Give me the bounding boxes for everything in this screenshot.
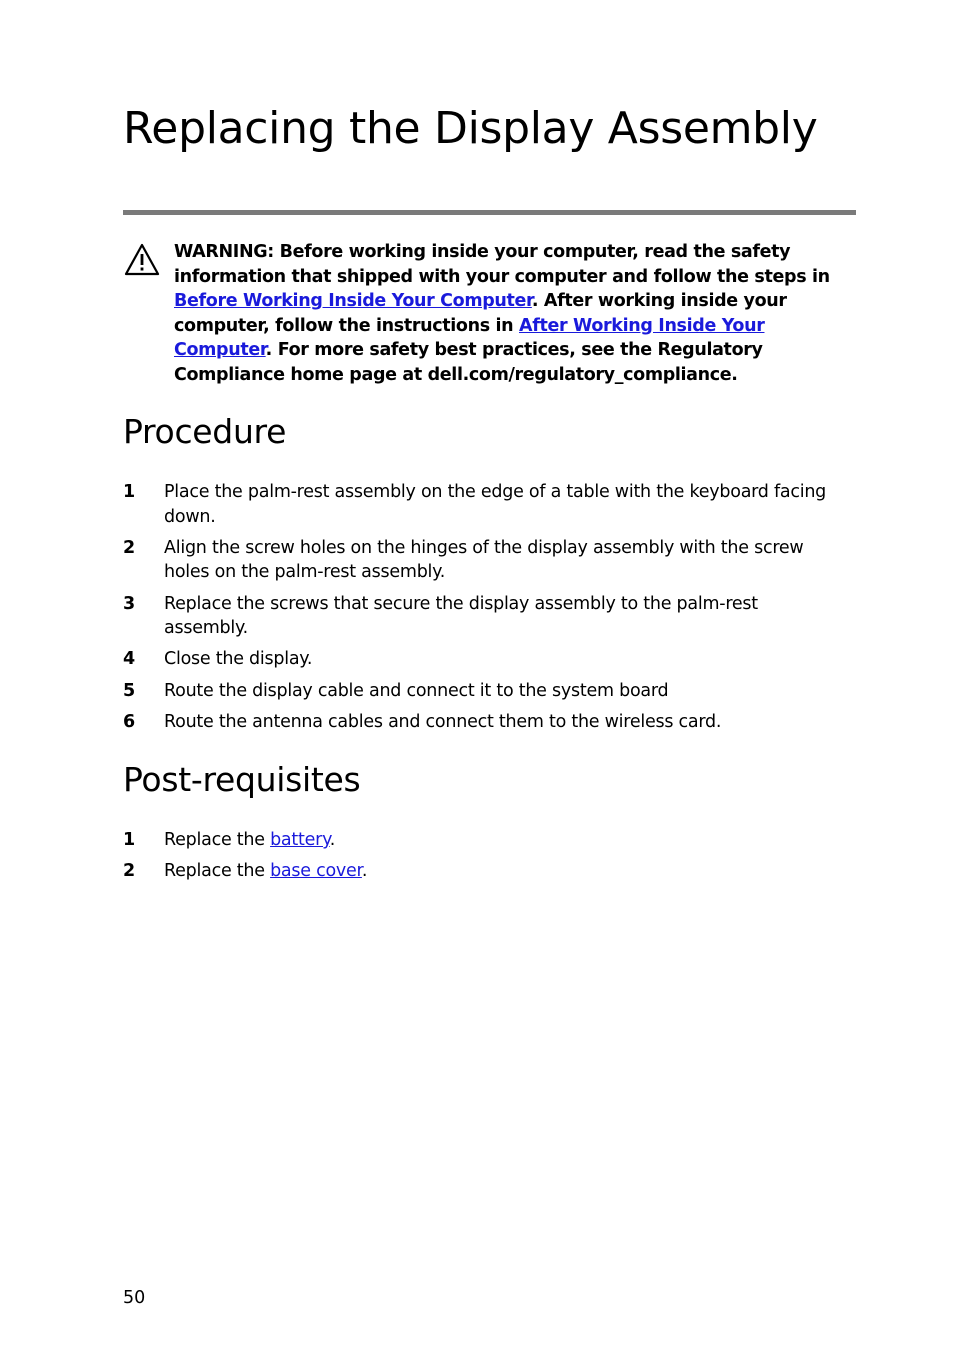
post-requisites-heading: Post-requisites xyxy=(123,760,361,799)
after-working-link[interactable]: After Working Inside Your Computer xyxy=(174,315,765,361)
title-divider xyxy=(123,210,856,215)
base-cover-link[interactable]: base cover xyxy=(270,861,362,882)
step-text: Close the display. xyxy=(164,649,313,670)
step-number: 3 xyxy=(123,593,135,614)
list-item xyxy=(123,859,856,884)
list-item xyxy=(123,536,856,585)
step-text: Replace the battery. xyxy=(164,830,336,850)
step-number: 1 xyxy=(123,482,135,502)
step-text: Place the palm-rest assembly on the edge of a table with the keyboard facing down. xyxy=(164,482,827,527)
step-number: 6 xyxy=(123,711,135,732)
step-text: Replace the screws that secure the display assembly to the palm-rest assembly. xyxy=(164,593,758,639)
post-requisites-steps xyxy=(123,828,856,890)
list-item xyxy=(123,679,856,704)
step-text: Route the antenna cables and connect them to the wireless card. xyxy=(164,711,722,732)
step-number: 5 xyxy=(123,680,135,701)
list-item xyxy=(123,647,856,672)
step-number: 4 xyxy=(123,649,135,670)
list-item xyxy=(123,828,856,853)
step-number: 2 xyxy=(123,861,135,882)
list-item xyxy=(123,592,856,641)
list-item xyxy=(123,710,856,735)
battery-link[interactable]: battery xyxy=(270,830,330,850)
warning-text: WARNING: Before working inside your computer, read the safety information that shipped with your computer and follow the steps in Before Working Inside Your Computer. After working inside your computer, follow the instructions in After Working Inside Your Computer. For more safety best practices, see the Regulatory Compliance home page at dell.com/regulatory_compliance. xyxy=(174,242,830,385)
before-working-link[interactable]: Before Working Inside Your Computer xyxy=(174,291,532,312)
list-item xyxy=(123,480,856,529)
step-number: 1 xyxy=(123,830,135,850)
step-number: 2 xyxy=(123,537,135,558)
step-text: Replace the base cover. xyxy=(164,861,368,882)
page-title: Replacing the Display Assembly xyxy=(123,103,818,154)
step-text: Route the display cable and connect it to the system board xyxy=(164,680,669,701)
step-text: Align the screw holes on the hinges of the display assembly with the screw holes on the palm-rest assembly. xyxy=(164,537,804,583)
page-number: 50 xyxy=(123,1288,146,1308)
procedure-heading: Procedure xyxy=(123,412,287,451)
procedure-steps xyxy=(123,480,856,741)
warning-triangle-icon xyxy=(123,242,161,278)
